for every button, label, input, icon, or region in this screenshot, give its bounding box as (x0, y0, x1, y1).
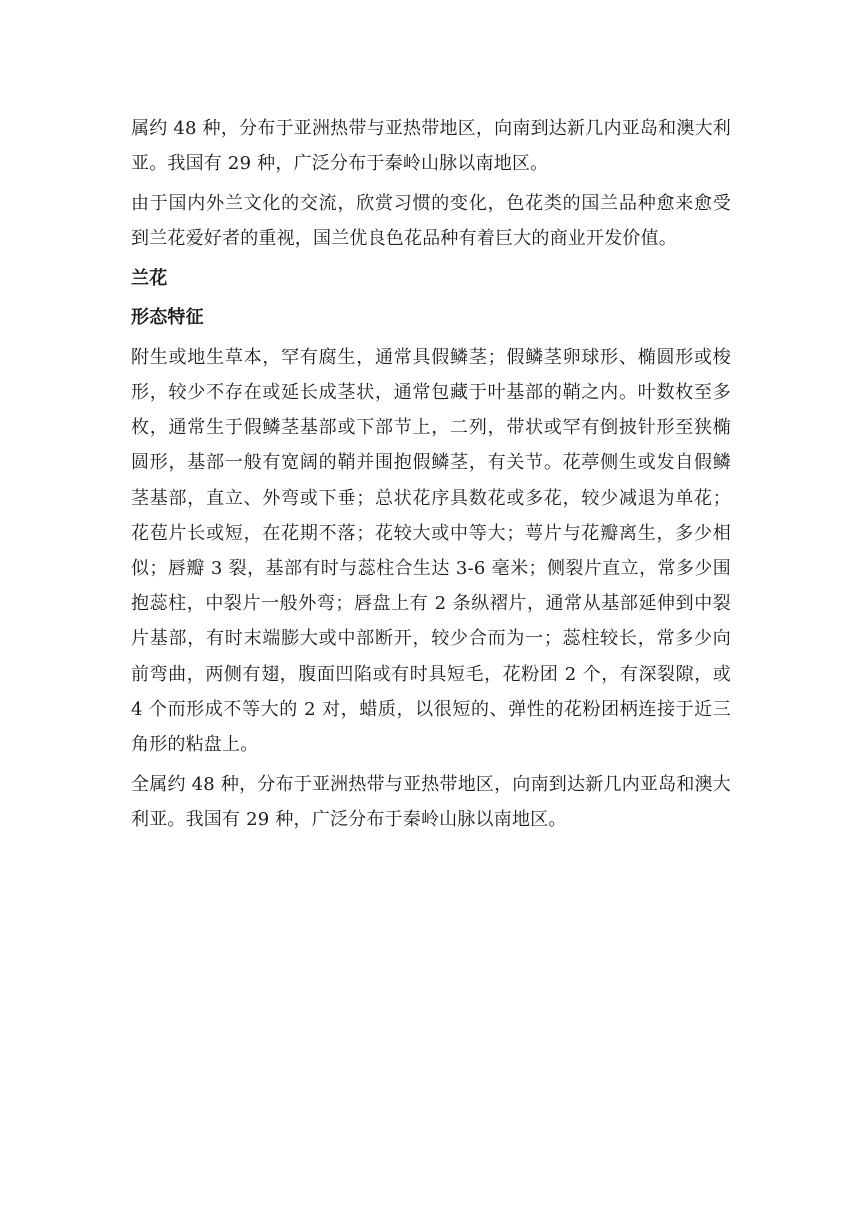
section-heading-orchid: 兰花 (131, 267, 168, 289)
intro-paragraph-2: 由于国内外兰文化的交流，欣赏习惯的变化，色花类的国兰品种愈来愈受到兰花爱好者的重视，国兰优良色花品种有着巨大的商业开发价值。 (131, 192, 731, 249)
section-heading-morphology: 形态特征 (131, 307, 204, 329)
morphology-paragraph: 附生或地生草本，罕有腐生，通常具假鳞茎；假鳞茎卵球形、椭圆形或梭形，较少不存在或延长成茎状，通常包藏于叶基部的鞘之内。叶数枚至多枚，通常生于假鳞茎基部或下部节上，二列，带状或罕有倒披针形至狭椭圆形，基部一般有宽阔的鞘并围抱假鳞茎，有关节。花葶侧生或发自假鳞茎基部，直立、外弯或下垂；总状花序具数花或多花，较少减退为单花；花苞片长或短，在花期不落；花较大或中等大；萼片与花瓣离生，多少相似；唇瓣 3 裂，基部有时与蕊柱合生达 3-6 毫米；侧裂片直立，常多少围抱蕊柱，中裂片一般外弯；唇盘上有 2 条纵褶片，通常从基部延伸到中裂片基部，有时末端膨大或中部断开，较少合而为一；蕊柱较长，常多少向前弯曲，两侧有翅，腹面凹陷或有时具短毛，花粉团 2 个，有深裂隙，或 4 个而形成不等大的 2 对，蜡质，以很短的、弹性的花粉团柄连接于近三角形的粘盘上。 (131, 346, 731, 756)
intro-paragraph-1: 属约 48 种，分布于亚洲热带与亚热带地区，向南到达新几内亚岛和澳大利亚。我国有 29 种，广泛分布于秦岭山脉以南地区。 (131, 118, 731, 175)
distribution-paragraph: 全属约 48 种，分布于亚洲热带与亚热带地区，向南到达新几内亚岛和澳大利亚。我国有 29 种，广泛分布于秦岭山脉以南地区。 (131, 773, 731, 830)
document-page (131, 111, 731, 841)
